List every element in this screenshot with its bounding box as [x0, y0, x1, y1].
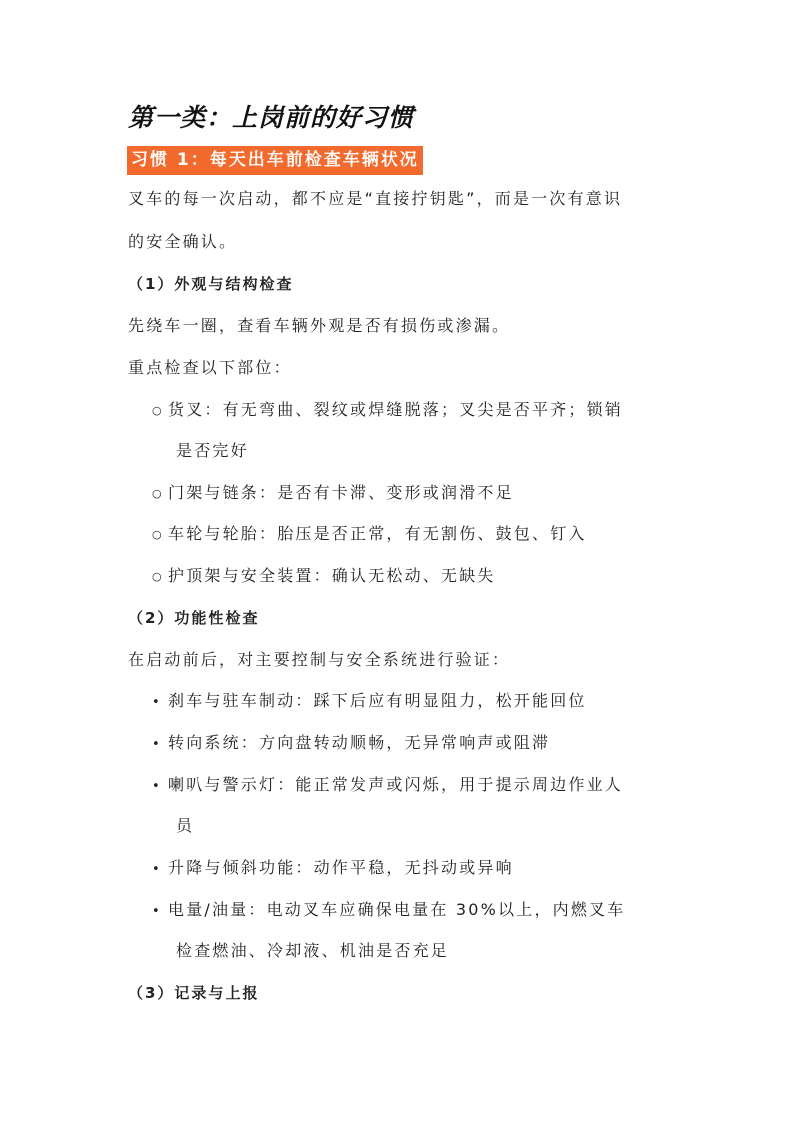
hollow-circle-bullet-icon: ○	[152, 528, 164, 541]
habit-banner: 习惯 1：每天出车前检查车辆状况	[127, 146, 423, 175]
list-item	[152, 732, 550, 756]
page-title: 第一类：上岗前的好习惯	[128, 103, 415, 132]
list-item	[152, 857, 514, 881]
list-item-text: 货叉：有无弯曲、裂纹或焊缝脱落；叉尖是否平齐；锁销	[168, 400, 624, 419]
intro-line-1: 叉车的每一次启动，都不应是“直接拧钥匙”，而是一次有意识	[128, 189, 623, 208]
section-1-paragraph-2: 重点检查以下部位：	[128, 358, 292, 377]
list-item-text: 门架与链条：是否有卡滞、变形或润滑不足	[168, 483, 514, 502]
hollow-circle-bullet-icon: ○	[152, 404, 164, 417]
hollow-circle-bullet-icon: ○	[152, 487, 164, 500]
bullet-dot-icon: •	[152, 737, 162, 752]
section-1-paragraph-1: 先绕车一圈，查看车辆外观是否有损伤或渗漏。	[128, 316, 511, 335]
list-item	[152, 482, 514, 506]
list-item	[152, 899, 625, 923]
bullet-dot-icon: •	[152, 862, 162, 877]
section-1-heading: （1）外观与结构检查	[128, 275, 294, 293]
list-item	[152, 690, 587, 714]
bullet-dot-icon: •	[152, 904, 162, 919]
list-item-text: 转向系统：方向盘转动顺畅，无异常响声或阻滞	[168, 733, 551, 752]
list-item-text: 升降与倾斜功能：动作平稳，无抖动或异响	[168, 858, 514, 877]
list-item-continuation: 员	[176, 816, 195, 835]
bullet-dot-icon: •	[152, 695, 162, 710]
list-item-text: 车轮与轮胎：胎压是否正常，有无割伤、鼓包、钉入	[168, 524, 587, 543]
section-3-heading: （3）记录与上报	[128, 984, 260, 1002]
list-item	[152, 523, 587, 547]
list-item-text: 喇叭与警示灯：能正常发声或闪烁，用于提示周边作业人	[168, 775, 624, 794]
list-item-continuation: 是否完好	[176, 441, 249, 460]
list-item-text: 护顶架与安全装置：确认无松动、无缺失	[168, 566, 496, 585]
intro-line-2: 的安全确认。	[128, 232, 238, 251]
hollow-circle-bullet-icon: ○	[152, 570, 164, 583]
section-2-heading: （2）功能性检查	[128, 609, 260, 627]
section-2-paragraph-1: 在启动前后，对主要控制与安全系统进行验证：	[128, 650, 511, 669]
bullet-dot-icon: •	[152, 779, 162, 794]
list-item	[152, 565, 496, 589]
list-item	[152, 774, 623, 798]
list-item-text: 刹车与驻车制动：踩下后应有明显阻力，松开能回位	[168, 691, 587, 710]
list-item	[152, 399, 623, 423]
list-item-continuation: 检查燃油、冷却液、机油是否充足	[176, 941, 450, 960]
list-item-text: 电量/油量：电动叉车应确保电量在 30%以上，内燃叉车	[168, 900, 626, 919]
